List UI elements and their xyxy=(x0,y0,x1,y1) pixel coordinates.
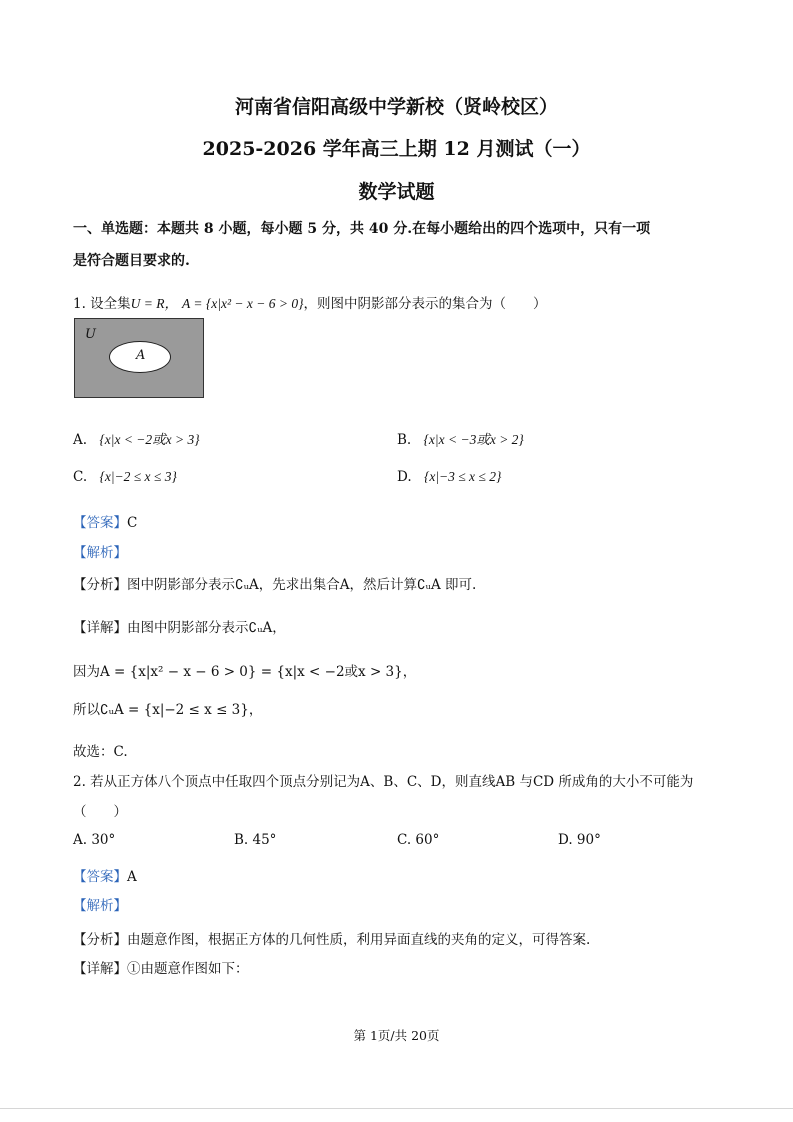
exam-term-title: 2025-2026 学年高三上期 12 月测试（一） xyxy=(202,138,591,160)
q2-option-b: B. 45° xyxy=(234,832,277,848)
q1-option-d-text: {x|−3 ≤ x ≤ 2} xyxy=(423,469,502,484)
q1-option-a xyxy=(73,428,200,448)
q1-option-c-text: {x|−2 ≤ x ≤ 3} xyxy=(99,469,177,484)
section-heading-line1: 一、单选题：本题共 8 小题，每小题 5 分，共 40 分.在每小题给出的四个选项中，只有一项 xyxy=(73,221,651,237)
q1-set-a: A = {x|x² − x − 6 > 0} xyxy=(182,296,304,311)
q1-stem-prefix: 1. 设全集 xyxy=(73,296,131,312)
q2-fenxi xyxy=(73,928,590,948)
q2-analysis-tag: 【解析】 xyxy=(73,898,127,914)
q1-option-a-text: {x|x < −2或x > 3} xyxy=(99,432,200,447)
exam-school-title: 河南省信阳高级中学新校（贤岭校区） xyxy=(234,96,558,118)
q2-xiangjie xyxy=(73,957,249,977)
q2-option-d: D. 90° xyxy=(558,832,601,848)
q1-option-d xyxy=(397,469,501,485)
q1-answer-tag: 【答案】 xyxy=(73,515,127,531)
q2-xiangjie-text: ①由题意作图如下： xyxy=(127,961,249,977)
q1-xiangjie-text: 由图中阴影部分表示∁ᵤA， xyxy=(127,620,286,636)
q2-stem: 2. 若从正方体八个顶点中任取四个顶点分别记为A、B、C、D，则直线AB 与CD 所成角的大小不可能为 xyxy=(73,774,694,790)
q1-stem xyxy=(73,292,547,312)
exam-subject-title: 数学试题 xyxy=(358,181,435,203)
q1-stem-suffix: ，则图中阴影部分表示的集合为（ ） xyxy=(303,296,547,312)
q1-option-a-label: A. xyxy=(73,432,88,448)
page-bottom-divider xyxy=(0,1108,793,1109)
q1-option-c xyxy=(73,469,177,485)
q1-because-line: 因为A = {x|x² − x − 6 > 0} = {x|x < −2或x > 3}， xyxy=(73,664,417,680)
q2-answer-tag: 【答案】 xyxy=(73,869,127,885)
venn-universe-label: U xyxy=(85,327,96,342)
q1-choose-line: 故选：C. xyxy=(73,744,128,760)
q2-answer-value: A xyxy=(127,869,137,885)
q2-xiangjie-tag: 【详解】 xyxy=(73,961,127,977)
page-number: 第 1页/共 20页 xyxy=(353,1028,440,1043)
q1-option-d-label: D. xyxy=(397,469,412,485)
q1-option-b xyxy=(397,428,524,448)
q1-option-c-label: C. xyxy=(73,469,88,485)
q1-option-b-text: {x|x < −3或x > 2} xyxy=(423,432,524,447)
q2-answer xyxy=(73,865,137,885)
q1-set-u: U = R， xyxy=(130,296,179,311)
venn-set-label: A xyxy=(136,348,146,363)
q1-fenxi xyxy=(73,573,476,593)
q2-option-c: C. 60° xyxy=(397,832,440,848)
q2-stem-tail: （ ） xyxy=(73,804,127,820)
q1-fenxi-tag: 【分析】 xyxy=(73,577,127,593)
q1-option-b-label: B. xyxy=(397,432,412,448)
q2-option-a: A. 30° xyxy=(73,832,116,848)
q1-fenxi-text: 图中阴影部分表示∁ᵤA，先求出集合A，然后计算∁ᵤA 即可. xyxy=(127,577,477,593)
q1-xiangjie xyxy=(73,616,286,636)
q1-therefore-line: 所以∁ᵤA = {x|−2 ≤ x ≤ 3}， xyxy=(73,702,263,718)
q1-analysis-tag: 【解析】 xyxy=(73,545,127,561)
section-heading-line2: 是符合题目要求的. xyxy=(73,253,190,269)
venn-diagram xyxy=(74,318,204,398)
q1-answer-value: C xyxy=(127,515,138,531)
q2-fenxi-text: 由题意作图，根据正方体的几何性质，利用异面直线的夹角的定义，可得答案. xyxy=(127,932,591,948)
q1-answer xyxy=(73,511,137,531)
q1-xiangjie-tag: 【详解】 xyxy=(73,620,127,636)
q2-fenxi-tag: 【分析】 xyxy=(73,932,127,948)
